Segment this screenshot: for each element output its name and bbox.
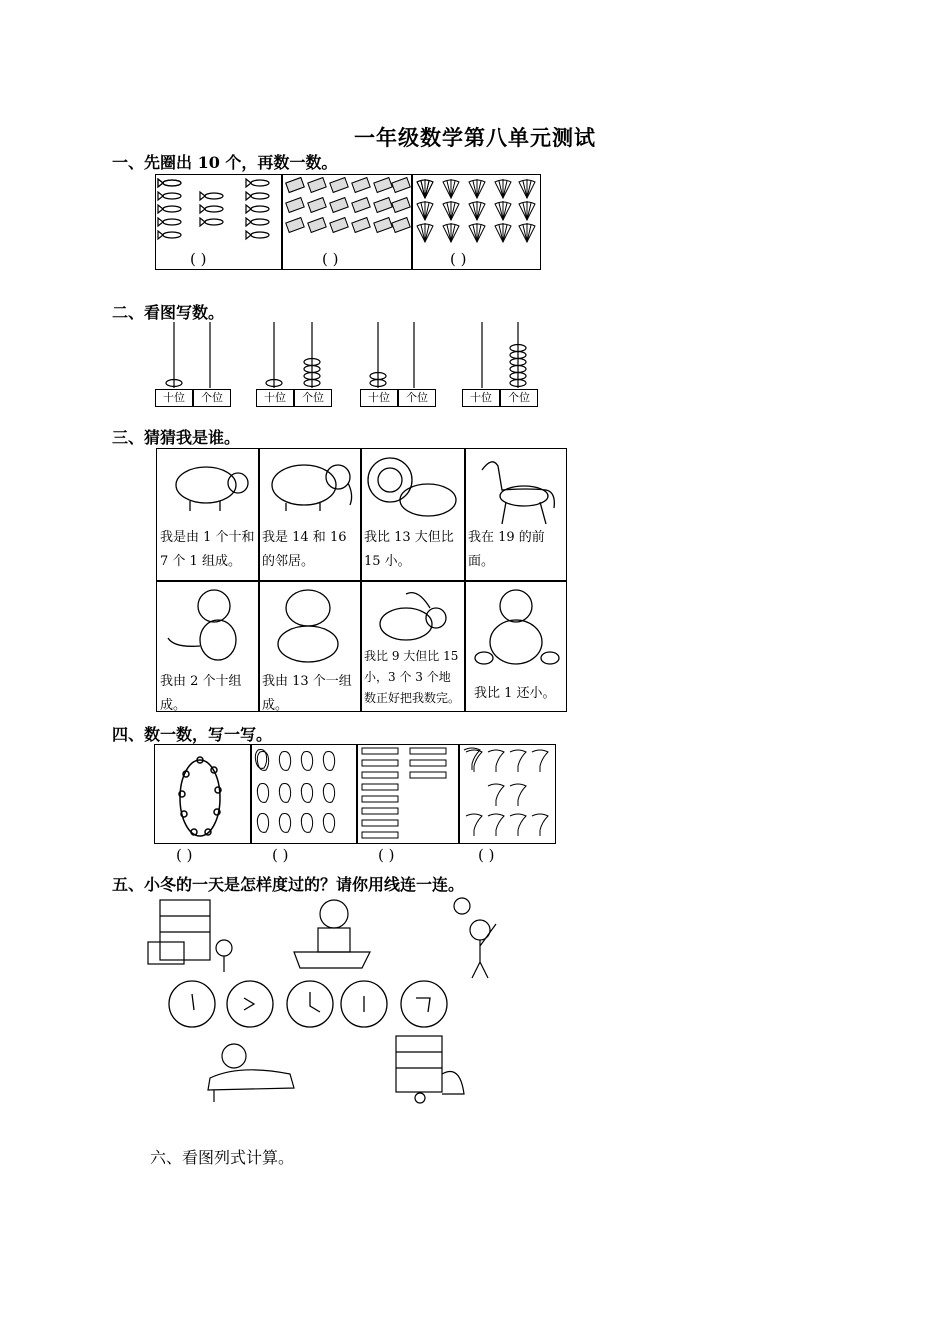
rabbit-image <box>366 586 460 646</box>
riddle-text: 我在 19 的前面。 <box>468 530 545 569</box>
fan-group-image <box>415 178 539 244</box>
horse-image <box>468 452 564 528</box>
bear-image <box>470 586 564 672</box>
riddle-text: 我比 1 还小。 <box>474 686 556 701</box>
school-building-image <box>146 896 242 976</box>
candy-group-image <box>285 178 409 240</box>
bead-necklace-image <box>172 750 232 840</box>
section-5-heading: 五、小冬的一天是怎样度过的？请你用线连一连。 <box>112 875 465 894</box>
dog-image <box>264 586 358 666</box>
lion-image <box>364 452 462 524</box>
divider <box>458 744 460 844</box>
divider <box>250 744 252 844</box>
abacus-ones-label: 个位 <box>500 389 538 407</box>
answer-blank[interactable]: ( ) <box>272 846 289 864</box>
answer-blank[interactable]: ( ) <box>322 250 339 268</box>
divider <box>156 580 567 582</box>
divider <box>281 174 283 270</box>
abacus-tens-label: 十位 <box>462 389 500 407</box>
cat-image <box>162 586 256 666</box>
riddle-text: 我由 13 个一组成。 <box>262 674 352 713</box>
answer-blank[interactable]: ( ) <box>378 846 395 864</box>
answer-blank[interactable]: ( ) <box>190 250 207 268</box>
section-4-heading: 四、数一数，写一写。 <box>112 725 273 744</box>
clock-row-image <box>168 978 458 1034</box>
boy-waving-image <box>440 896 510 980</box>
page-title: 一年级数学第八单元测试 <box>354 125 596 150</box>
abacus-ones-label: 个位 <box>193 389 231 407</box>
section-1-heading: 一、先圈出 10 个，再数一数。 <box>112 153 338 172</box>
section-2-heading: 二、看图写数。 <box>112 303 225 322</box>
riddle-text: 我比 13 大但比 15 小。 <box>364 530 454 569</box>
school-building-image <box>386 1034 468 1110</box>
answer-blank[interactable]: ( ) <box>450 250 467 268</box>
answer-blank[interactable]: ( ) <box>176 846 193 864</box>
riddle-text: 我是 14 和 16 的邻居。 <box>262 530 347 569</box>
boy-eating-image <box>290 896 380 976</box>
leaf-group-image <box>462 748 554 840</box>
divider <box>411 174 413 270</box>
pig-image <box>160 455 256 515</box>
abacus-ones-label: 个位 <box>398 389 436 407</box>
abacus-ones-label: 个位 <box>294 389 332 407</box>
section-3-heading: 三、猜猜我是谁。 <box>112 428 241 447</box>
answer-blank[interactable]: ( ) <box>478 846 495 864</box>
abacus-tens-label: 十位 <box>360 389 398 407</box>
abacus-tens-label: 十位 <box>155 389 193 407</box>
abacus-drawings <box>150 320 550 390</box>
divider <box>356 744 358 844</box>
riddle-text: 我比 9 大但比 15 小，3 个 3 个地数正好把我数完。 <box>364 649 461 705</box>
riddle-text: 我由 2 个十组成。 <box>160 674 242 713</box>
peanut-group-image <box>254 748 354 840</box>
abacus-tens-label: 十位 <box>256 389 294 407</box>
boy-sleeping-image <box>200 1038 300 1104</box>
riddle-text: 我是由 1 个十和 7 个 1 组成。 <box>160 530 255 569</box>
stick-group-image <box>360 746 456 840</box>
section-6-heading: 六、看图列式计算。 <box>150 1148 295 1167</box>
fish-group-image <box>160 178 280 242</box>
elephant-image <box>262 455 358 515</box>
